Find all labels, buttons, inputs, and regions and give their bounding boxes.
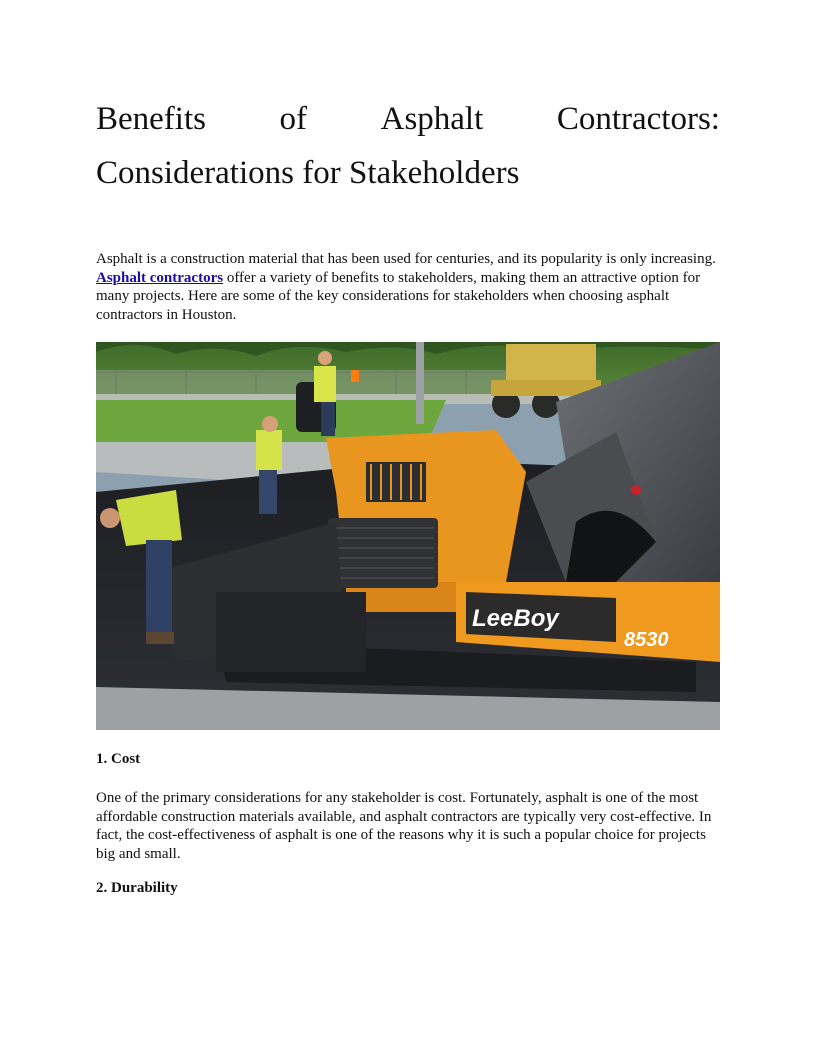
asphalt-contractors-link[interactable]: Asphalt contractors bbox=[96, 269, 224, 286]
title-word: Benefits bbox=[96, 101, 206, 137]
paver-model-text: 8530 bbox=[624, 629, 669, 651]
title-line-2: Considerations for Stakeholders bbox=[96, 155, 520, 191]
title-line-1 bbox=[96, 92, 720, 146]
title-word: of bbox=[279, 101, 308, 137]
paver-brand-text: LeeBoy bbox=[472, 605, 559, 632]
intro-text-before: Asphalt is a construction material that has been used for centuries, and its popularity is only increasing. bbox=[96, 251, 716, 267]
section-heading-cost: 1. Cost bbox=[96, 751, 141, 767]
asphalt-paver-photo bbox=[96, 342, 720, 730]
intro-text-after: offer a variety of benefits to stakeholders, making them an attractive option for many projects. Here are some of the key considerations for stakeholders when choosing asphalt contractors in Houston. bbox=[96, 269, 701, 323]
title-word: Contractors: bbox=[556, 101, 720, 137]
section-heading-durability: 2. Durability bbox=[96, 880, 178, 896]
page-title bbox=[96, 92, 720, 200]
intro-paragraph bbox=[96, 250, 720, 324]
title-word: Asphalt bbox=[380, 101, 484, 137]
section-body-cost: One of the primary considerations for any stakeholder is cost. Fortunately, asphalt is one of the most affordable construction materials available, and asphalt contractors are typically very cost-effective. In fact, the cost-effectiveness of asphalt is one of the reasons why it is such a popular choice for projects big and small. bbox=[96, 790, 712, 862]
